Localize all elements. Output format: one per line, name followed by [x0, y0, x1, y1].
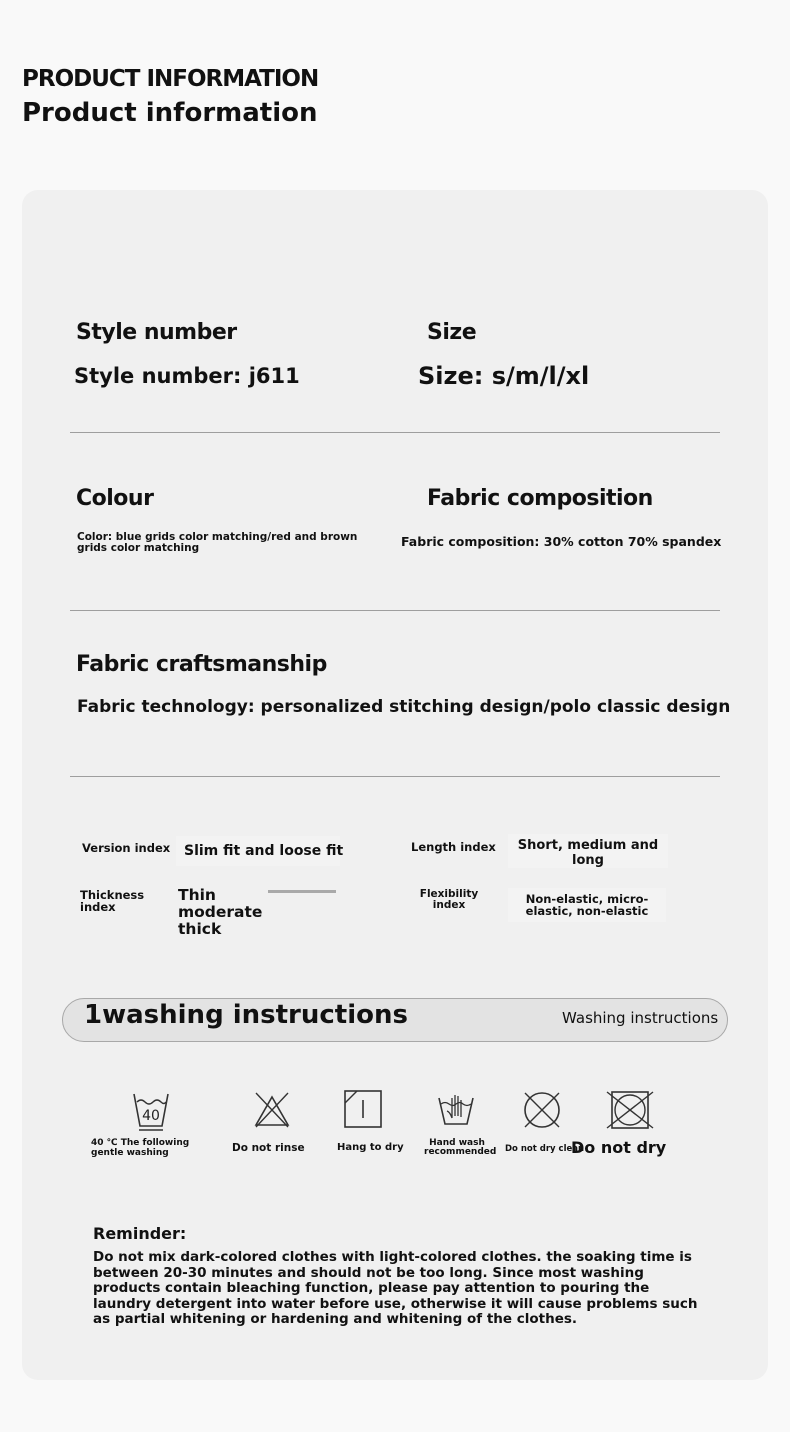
do-not-rinse-caption: Do not rinse: [232, 1142, 305, 1154]
fabric-craftsmanship-label: Fabric craftsmanship: [76, 652, 327, 677]
page-subtitle: Product information: [22, 98, 318, 128]
wash-40-caption: 40 ℃ The following gentle washing: [91, 1138, 190, 1158]
colour-label: Colour: [76, 486, 154, 511]
hand-wash-caption: Hand wash recommended: [424, 1138, 497, 1157]
length-index-label: Length index: [411, 840, 496, 854]
page-title-en: PRODUCT INFORMATION: [22, 66, 319, 92]
divider: [70, 610, 720, 611]
thickness-index-value: Thin moderate thick: [178, 886, 263, 938]
length-index-value: Short, medium and long: [508, 834, 668, 868]
do-not-rinse-icon: [252, 1089, 292, 1129]
fabric-composition-label: Fabric composition: [427, 486, 653, 511]
thickness-slider-bar: [268, 890, 336, 893]
no-tumble-dry-icon: [606, 1090, 654, 1130]
size-value: Size: s/m/l/xl: [418, 362, 590, 390]
flexibility-index-label: Flexibility index: [419, 888, 479, 911]
colour-value: Color: blue grids color matching/red and brown grids color matching: [77, 531, 358, 554]
wash-40-icon: [130, 1090, 172, 1132]
hang-dry-caption: Hang to dry: [337, 1142, 404, 1153]
flexibility-index-value: Non-elastic, micro-elastic, non-elastic: [508, 888, 666, 922]
fabric-craftsmanship-value: Fabric technology: personalized stitching design/polo classic design: [77, 697, 731, 717]
washing-subtitle: Washing instructions: [562, 1009, 719, 1027]
divider: [70, 432, 720, 433]
thickness-index-label: Thickness index: [80, 888, 145, 914]
style-number-value: Style number: j611: [74, 364, 300, 388]
no-tumble-dry-caption: Do not dry: [571, 1138, 667, 1157]
version-index-label: Version index: [82, 841, 171, 855]
no-dry-clean-icon: [522, 1090, 562, 1130]
size-label: Size: [427, 320, 477, 345]
divider: [70, 776, 720, 777]
reminder-body: Do not mix dark-colored clothes with light-colored clothes. the soaking time is between 20-30 minutes and should not be too long. Since most washing products contain bleaching function, please pay attention to pouring the laundry detergent into water before use, otherwise it will cause problems such as partial whitening or hardening and whitening of the clothes.: [93, 1249, 698, 1328]
style-number-label: Style number: [76, 320, 237, 345]
version-index-value: Slim fit and loose fit: [176, 836, 340, 866]
fabric-composition-value: Fabric composition: 30% cotton 70% spandex: [401, 534, 722, 549]
reminder-title: Reminder:: [93, 1224, 187, 1243]
no-dry-clean-caption: Do not dry clean: [505, 1144, 585, 1154]
washing-title: 1washing instructions: [84, 1000, 408, 1030]
hang-dry-icon: [344, 1090, 382, 1128]
wash-temp-badge: 40: [142, 1108, 160, 1124]
hand-wash-icon: [436, 1092, 476, 1128]
